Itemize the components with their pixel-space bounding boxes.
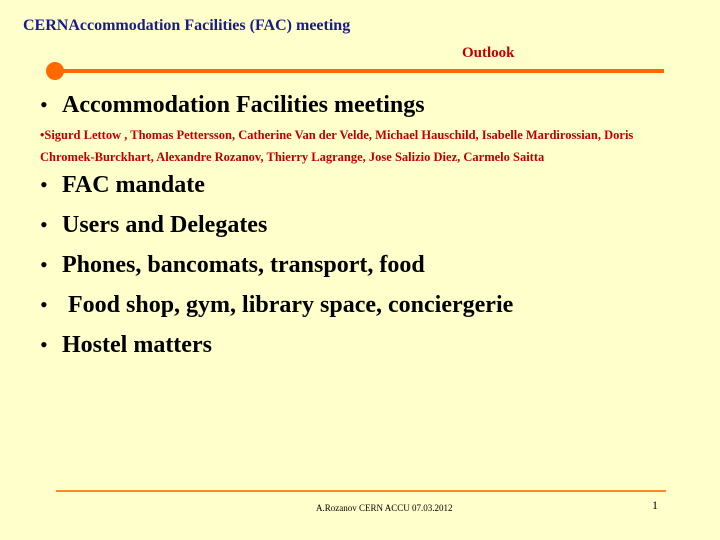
divider-dot [46, 62, 64, 80]
bullet-symbol: • [40, 172, 48, 197]
bullet-text: FAC mandate [62, 172, 205, 198]
bullet-item-mandate [40, 172, 205, 199]
footer-text: A.Rozanov CERN ACCU 07.03.2012 [316, 503, 453, 513]
bullet-text: Food shop, gym, library space, conciergerie [62, 292, 514, 318]
bullet-text: Hostel matters [62, 332, 212, 358]
bullet-text: Users and Delegates [62, 212, 268, 238]
bullet-item-hostel [40, 332, 212, 359]
bullet-item-meetings [40, 92, 425, 119]
bullet-item-food-shop [40, 292, 513, 319]
bullet-symbol: • [40, 92, 48, 117]
attendees-list: •Sigurd Lettow , Thomas Pettersson, Catherine Van der Velde, Michael Hauschild, Isabelle Mardirossian, Doris Chromek-Burckhart, Alexandre Rozanov, Thierry Lagrange, Jose Salizio Diez, Carmelo Saitta [40, 128, 634, 164]
bullet-text: Phones, bancomats, transport, food [62, 252, 425, 278]
bullet-item-users [40, 212, 267, 239]
page-number: 1 [652, 498, 658, 512]
bullet-text: Accommodation Facilities meetings [62, 92, 425, 118]
slide-title: CERNAccommodation Facilities (FAC) meeting [23, 17, 351, 34]
footer-divider [56, 490, 666, 492]
title-divider [52, 69, 664, 73]
bullet-symbol: • [40, 212, 48, 237]
bullet-item-phones [40, 252, 425, 279]
bullet-symbol: • [40, 332, 48, 357]
bullet-symbol: • [40, 252, 48, 277]
bullet-symbol: • [40, 292, 48, 317]
slide-subtitle: Outlook [462, 45, 515, 61]
